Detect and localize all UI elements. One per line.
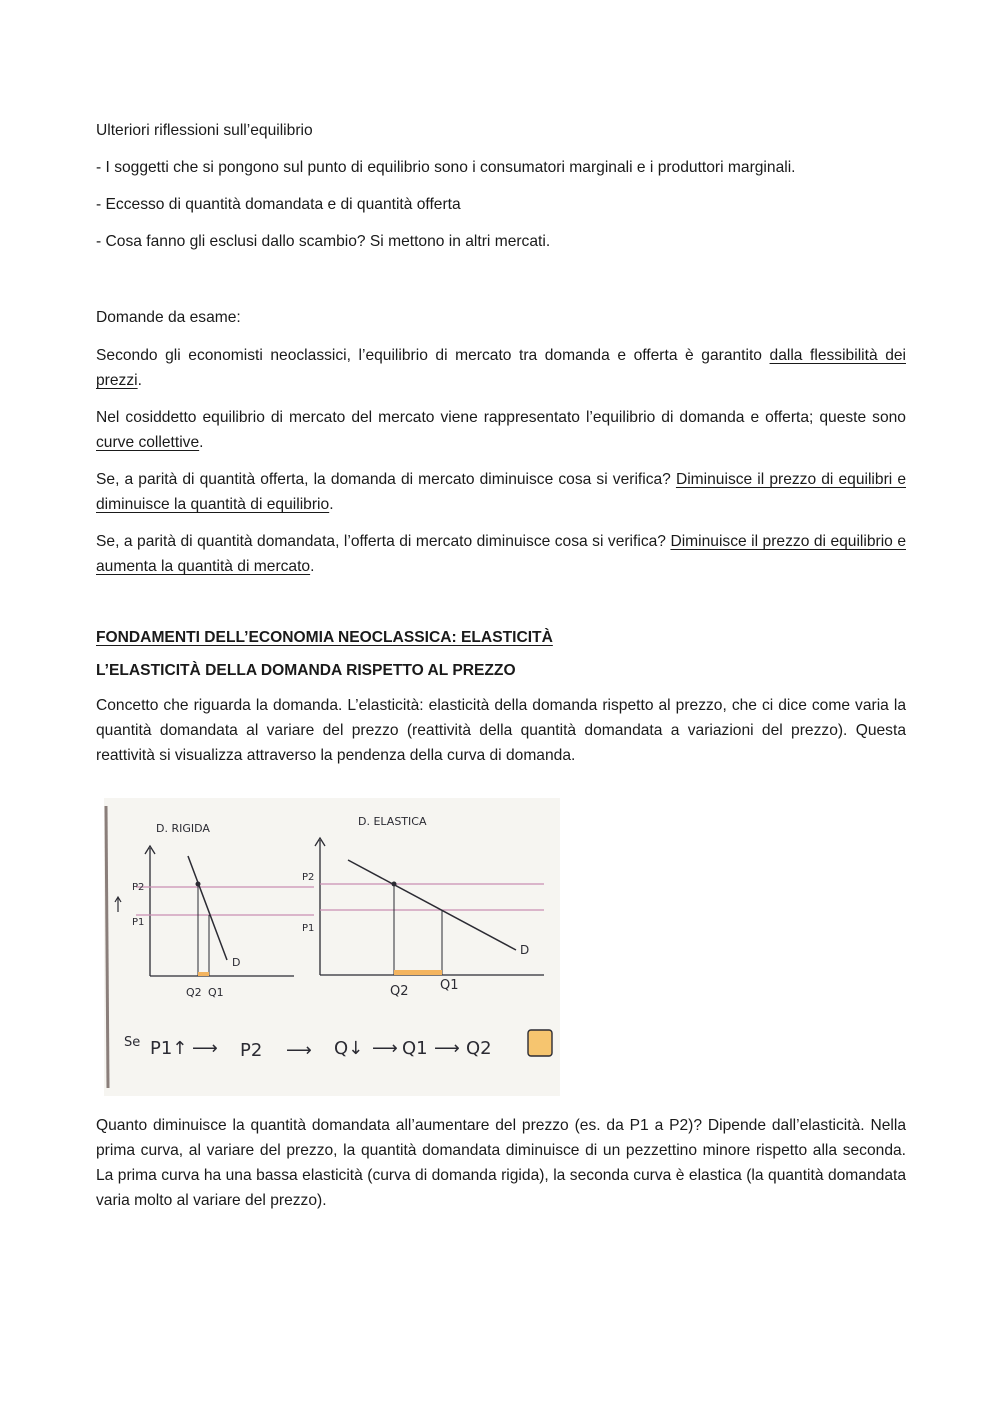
question-text: Nel cosiddetto equilibrio di mercato del mercato viene rappresentato l’equilibrio di domanda e offerta; queste sono [96,409,906,426]
answer-text: Diminuisce il prezzo di equilibrio e aumenta la quantità di mercato [96,533,906,575]
document-page [96,114,906,768]
formula-row [124,1030,552,1061]
left-demand-curve [188,856,227,960]
formula-part: Q↓ [334,1038,364,1059]
exam-question-4 [96,529,906,579]
right-demand-curve [348,860,516,950]
demand-elasticity-sketch [104,798,560,1096]
left-p1-label: P1 [132,917,145,928]
photo-margin-line [106,806,108,1088]
section-subheading: L’ELASTICITÀ DELLA DOMANDA RISPETTO AL PREZZO [96,662,516,679]
left-q2-label: Q2 [186,986,202,999]
formula-part: P2 [240,1040,263,1061]
question-text: Se, a parità di quantità offerta, la domanda di mercato diminuisce cosa si verifica? [96,471,676,488]
formula-part: ⟶ [434,1038,460,1059]
answer-text: curve collettive [96,434,200,451]
bullet-3: - Cosa fanno gli esclusi dallo scambio? Si mettono in altri mercati. [96,233,551,250]
right-highlight [394,970,442,975]
right-title: D. ELASTICA [358,815,427,828]
exam-question-3 [96,467,906,517]
formula-part: ⟶ [286,1040,312,1061]
bullet-1: - I soggetti che si pongono sul punto di equilibrio sono i consumatori marginali e i produttori marginali. [96,159,796,176]
right-p1-label: P1 [302,923,315,934]
right-curve-label: D [520,943,530,957]
exam-question-1 [96,343,906,393]
answer-text: Diminuisce il prezzo di equilibri e diminuisce la quantità di equilibrio [96,471,906,513]
right-p2-label: P2 [302,872,315,883]
section-title: Ulteriori riflessioni sull’equilibrio [96,122,313,139]
left-title: D. RIGIDA [156,822,210,835]
formula-part: ⟶ [372,1038,398,1059]
formula-part: Se [124,1035,141,1050]
left-highlight [198,972,209,976]
right-q1-label: Q1 [440,978,459,993]
formula-part: Q1 [402,1038,428,1059]
question-text: Secondo gli economisti neoclassici, l’equilibrio di mercato tra domanda e offerta è garantito [96,347,770,364]
elasticity-intro: Concetto che riguarda la domanda. L’elasticità: elasticità della domanda rispetto al prezzo, che ci dice come varia la quantità domandata al variare del prezzo (reattività della quantità domandata a variazioni del prezzo). Questa reattività si visualizza attraverso la pendenza della curva di domanda. [96,697,906,764]
right-q2-label: Q2 [390,984,409,999]
formula-part: ⟶ [192,1038,218,1059]
sketch-svg [104,798,560,1096]
exam-title: Domande da esame: [96,309,241,326]
elasticity-conclusion: Quanto diminuisce la quantità domandata all’aumentare del prezzo (es. da P1 a P2)? Dipende dall’elasticità. Nella prima curva, al variare del prezzo, la quantità domandata diminuisce di un pezzettino minore rispetto alla seconda. La prima curva ha una bassa elasticità (curva di domanda rigida), la seconda curva è elastica (la quantità domandata varia molto al variare del prezzo). [96,1117,906,1209]
left-curve-label: D [232,956,241,969]
punctuation: . [310,558,315,575]
formula-part: Q2 [466,1038,492,1059]
formula-part: P1↑ [150,1038,188,1059]
left-q1-label: Q1 [208,986,224,999]
left-p2-label: P2 [132,882,145,893]
punctuation: . [137,372,142,389]
section-heading: FONDAMENTI DELL’ECONOMIA NEOCLASSICA: ELASTICITÀ [96,629,553,646]
punctuation: . [199,434,204,451]
highlight-square-icon [528,1030,552,1056]
question-text: Se, a parità di quantità domandata, l’offerta di mercato diminuisce cosa si verifica? [96,533,671,550]
punctuation: . [329,496,334,513]
answer-text: dalla flessibilità dei prezzi [96,347,906,389]
exam-question-2 [96,405,906,455]
bullet-2: - Eccesso di quantità domandata e di quantità offerta [96,196,461,213]
